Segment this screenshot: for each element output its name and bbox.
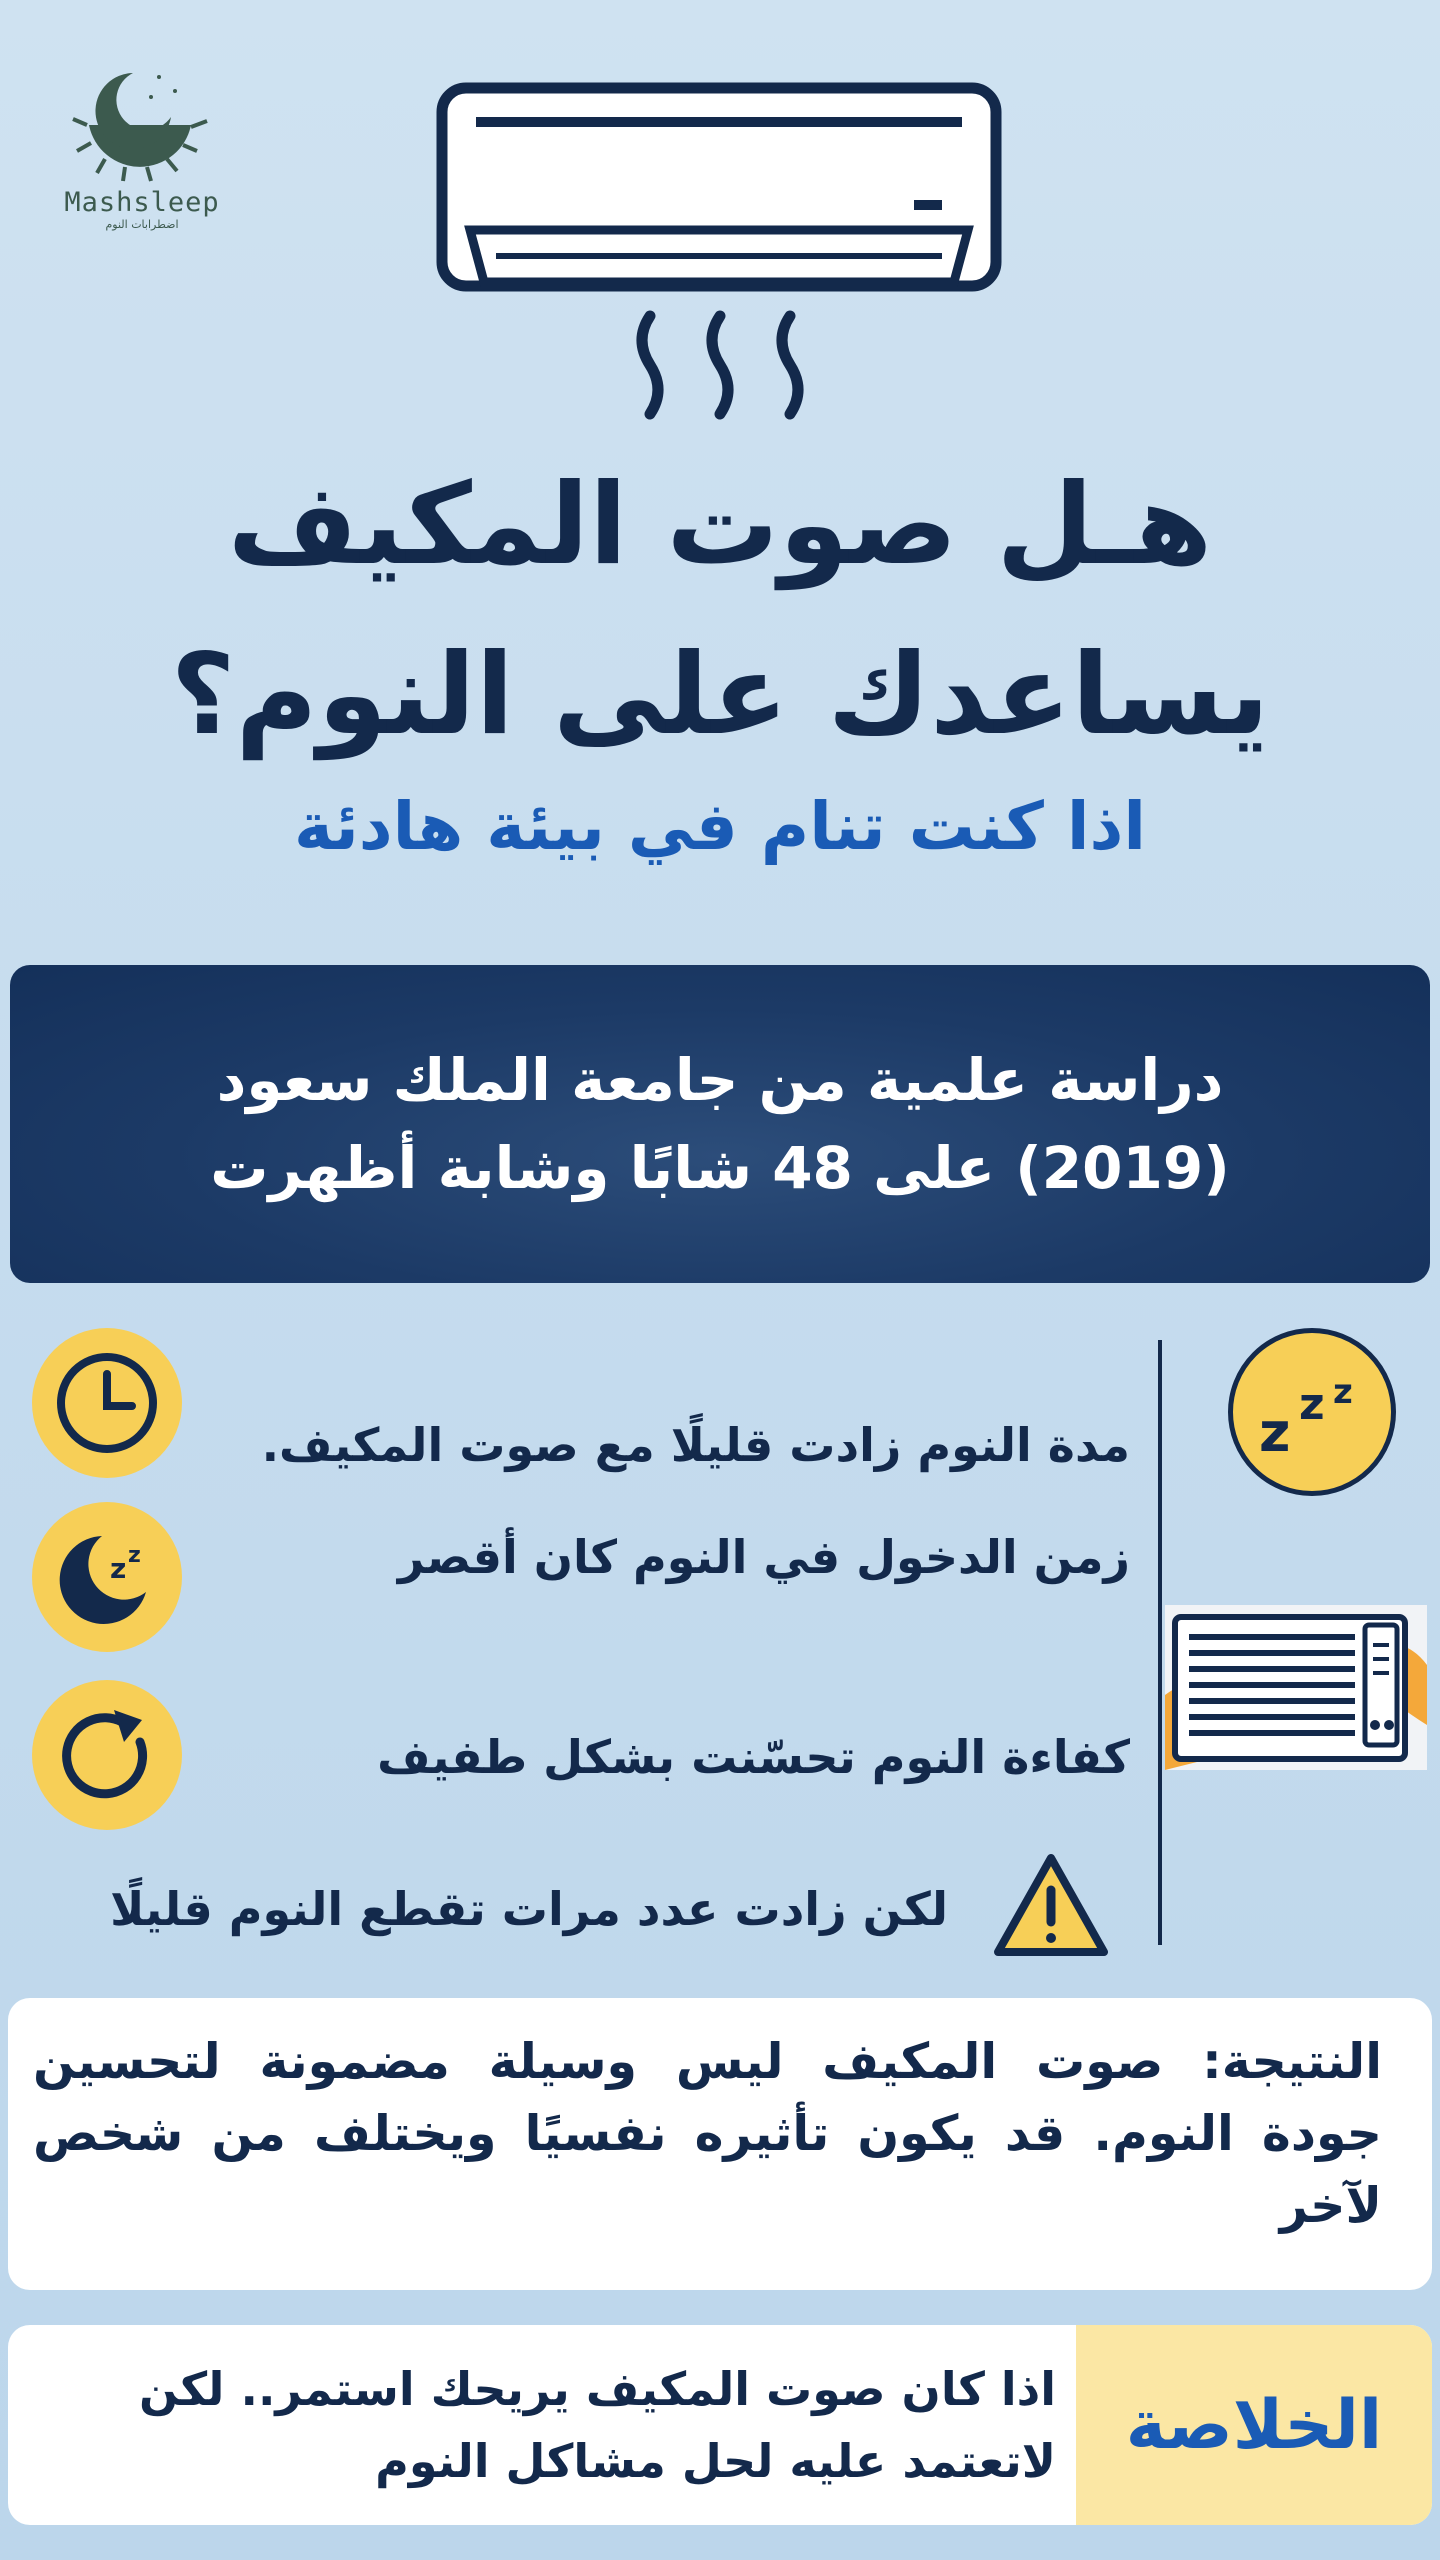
moon-zz-icon [32,1502,182,1652]
window-ac-icon [1165,1605,1427,1770]
finding-sleep-efficiency: كفاءة النوم تحسّنت بشكل طفيف [377,1730,1130,1784]
svg-text:z: z [1259,1401,1291,1464]
svg-text:z: z [1333,1372,1353,1412]
svg-text:z: z [128,1543,141,1568]
clock-icon [32,1328,182,1478]
result-box [8,1998,1432,2290]
summary-text: اذا كان صوت المكيف يريحك استمر.. لكن لاتعتمد عليه لحل مشاكل النوم [139,2362,1056,2488]
title-line-2: يساعدك على النوم؟ [170,630,1270,760]
svg-text:z: z [1299,1379,1325,1430]
title-line-1: هـل صوت المكيف [227,460,1213,590]
finding-sleep-interruptions: لكن زادت عدد مرات تقطع النوم قليلًا [110,1882,948,1936]
finding-sleep-duration: مدة النوم زادت قليلًا مع صوت المكيف. [261,1418,1130,1472]
page-title [90,440,1350,780]
sleep-zzz-icon [1228,1328,1396,1496]
warning-icon [992,1850,1110,1960]
moon-logo-icon [67,55,217,185]
summary-label: الخلاصة [1076,2325,1432,2525]
study-banner [10,965,1430,1283]
result-text: النتيجة: صوت المكيف ليس وسيلة مضمونة لتحسين جودة النوم. قد يكون تأثيره نفسيًا ويختلف من شخص لآخر [33,2033,1382,2234]
summary-box [8,2325,1432,2525]
logo-tagline: اضطرابات النوم [105,218,179,231]
svg-text:z: z [110,1552,127,1585]
subtitle: اذا كنت تنام في بيئة هادئة [294,788,1146,865]
air-conditioner-icon [436,82,1002,292]
finding-sleep-latency: زمن الدخول في النوم كان أقصر [397,1530,1130,1584]
study-text: دراسة علمية من جامعة الملك سعود (2019) على 48 شابًا وشابة أظهرت [210,1046,1230,1202]
brand-logo [62,55,222,235]
airflow-icon [620,310,820,420]
refresh-icon [32,1680,182,1830]
divider-line [1158,1340,1162,1945]
logo-name: Mashsleep [64,187,220,218]
